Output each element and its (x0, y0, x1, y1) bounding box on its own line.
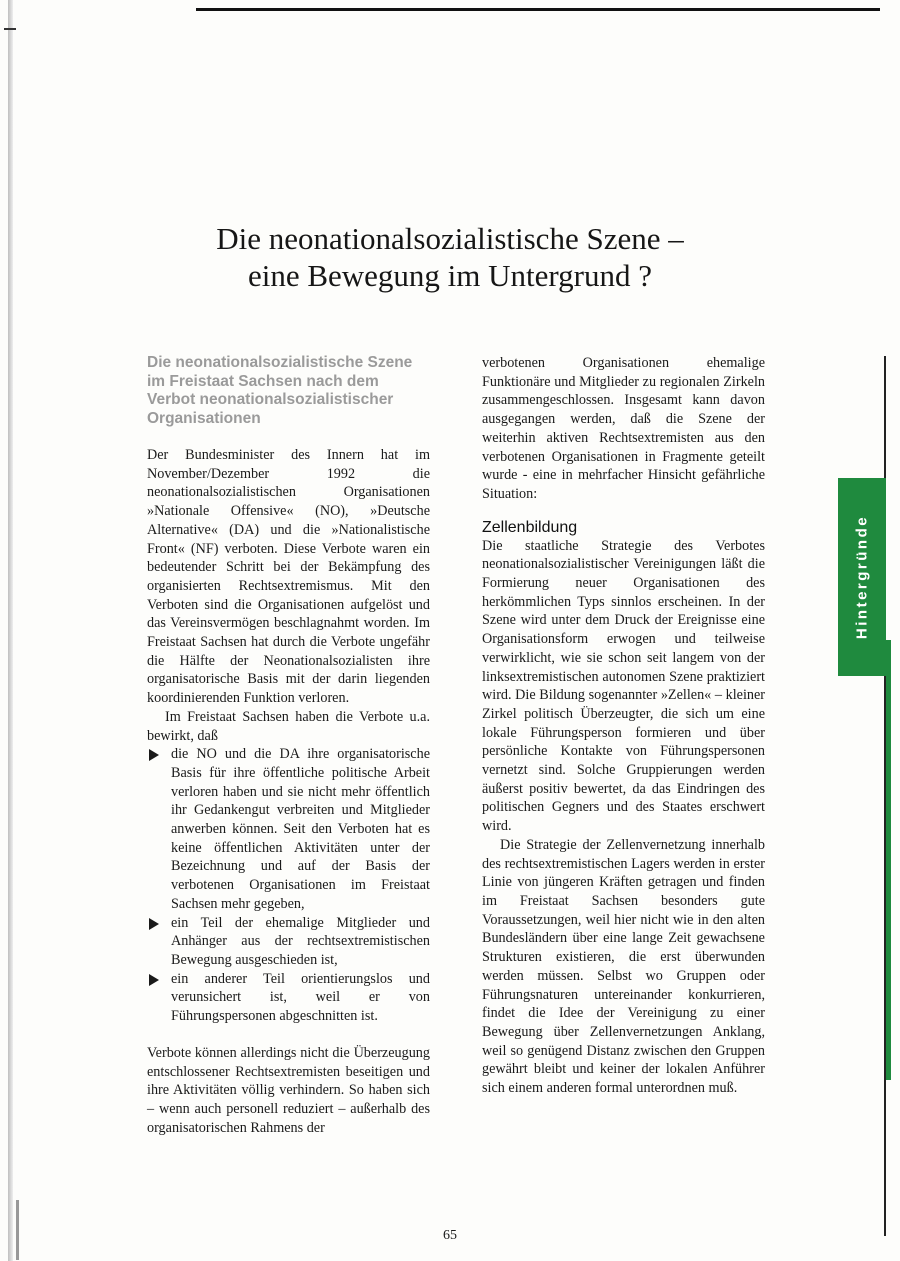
triangle-bullet-icon (149, 749, 159, 761)
paragraph: Die staatliche Strategie des Verbotes neonationalsozialistischer Vereinigungen läßt die Formierung neuer Organisationen des herkömmlichen Typs sinnlos erscheinen. In der Szene wird unter dem Druck der Ereignisse eine Organisationsform erwogen und teilweise verwirklicht, wie sie schon seit langem von der linksextremistischen autonomen Szene praktiziert wird. Die Bildung sogenannter »Zellen« – kleiner Zirkel politisch Überzeugter, die sich um eine lokale Führungsperson formieren und über persönliche Kontakte von Führungspersonen vernetzt sind. Solche Gruppierungen werden äußerst positiv bewertet, da das Eindringen des politischen Gegners und des Staates erschwert wird. (482, 537, 765, 835)
title-line-1: Die neonationalsozialistische Szene – (216, 221, 684, 256)
paragraph: Die Strategie der Zellenvernetzung innerhalb des rechtsextremistischen Lagers werden in erster Linie von jüngeren Kräften getragen und finden im Freistaat Sachsen besonders gute Voraussetzungen, weil hier nicht wie in den alten Bundesländern über eine lange Zeit gewachsene Strukturen existieren, die erst überwunden werden müssen. Selbst wo Gruppen oder Führungsnaturen untereinander konkurrieren, findet die Idee der Vereinigung zu einer Bewegung über Zellenvernetzungen Anklang, weil so genügend Distanz zwischen den Gruppen gewährt bleibt und keiner der lokalen Anführer sich einem anderen formal unterordnen muß. (482, 836, 765, 1097)
subheading: Die neonationalsozialistische Szene im Freistaat Sachsen nach dem Verbot neonationalsozialistischer Organisationen (147, 354, 413, 427)
list-item (147, 745, 430, 913)
page-edge-shadow (8, 0, 13, 1261)
paragraph: verbotenen Organisationen ehemalige Funktionäre und Mitglieder zu regionalen Zirkeln zusammengeschlossen. Insgesamt kann davon ausgegangen werden, daß die Szene der weiterhin aktiven Rechtsextremisten aus den verbotenen Organisationen in Fragmente geteilt wurde - eine in mehrfacher Hinsicht gefährliche Situation: (482, 355, 765, 502)
section-tab (838, 478, 886, 676)
section-heading: Zellenbildung (482, 518, 578, 536)
right-column (482, 354, 765, 1098)
left-column (147, 354, 430, 1137)
list-item-text: ein anderer Teil orientierungslos und verunsichert ist, weil er von Führungspersonen abgeschnitten ist. (171, 970, 430, 1025)
paragraph: Der Bundesminister des Innern hat im November/Dezember 1992 die neonationalsozialistischen Organisationen »Nationale Offensive« (NO), »Deutsche Alternative« (DA) und die »Nationalistische Front« (NF) verboten. Diese Verbote waren ein bedeutender Schritt bei der Bekämpfung des organisierten Rechtsextremismus. Mit den Verboten sind die Organisationen aufgelöst und das Vereinsvermögen beschlagnahmt worden. Im Freistaat Sachsen hat durch die Verbote ungefähr die Hälfte der Neonationalsozialisten ihre organisatorische Basis mit der darin liegenden koordinierenden Funktion verloren. (147, 447, 430, 707)
triangle-bullet-icon (149, 918, 159, 930)
crop-mark (4, 28, 16, 30)
triangle-bullet-icon (149, 974, 159, 986)
top-rule (196, 8, 880, 11)
title-line-2: eine Bewegung im Untergrund ? (247, 258, 653, 293)
bullet-list (147, 745, 430, 1026)
paragraph: Verbote können allerdings nicht die Überzeugung entschlossener Rechtsextremisten beseitigen und ihre Aktivitäten völlig verhindern. So haben sich – wenn auch personell reduziert – außerhalb des organisatorischen Rahmens der (147, 1044, 430, 1136)
page-number: 65 (443, 1228, 457, 1243)
list-item-text: die NO und die DA ihre organisatorische Basis für ihre öffentliche politische Arbeit verloren haben und sie nicht mehr öffentlich ihr Gedankengut verbreiten und Mitglieder anwerben können. Seit den Verboten hat es keine öffentlichen Aktivitäten unter der Bezeichnung und auf der Basis der verbotenen Organisationen im Freistaat Sachsen mehr gegeben, (171, 746, 430, 912)
page-title (140, 220, 760, 294)
list-item (147, 970, 430, 1026)
paragraph: Im Freistaat Sachsen haben die Verbote u.a. bewirkt, daß (147, 708, 430, 744)
list-item (147, 914, 430, 970)
list-item-text: ein Teil der ehemalige Mitglieder und Anhänger aus der rechtsextremistischen Bewegung ausgeschieden ist, (171, 914, 430, 968)
green-margin-rule (886, 640, 891, 1080)
section-tab-label: Hintergründe (853, 514, 871, 640)
